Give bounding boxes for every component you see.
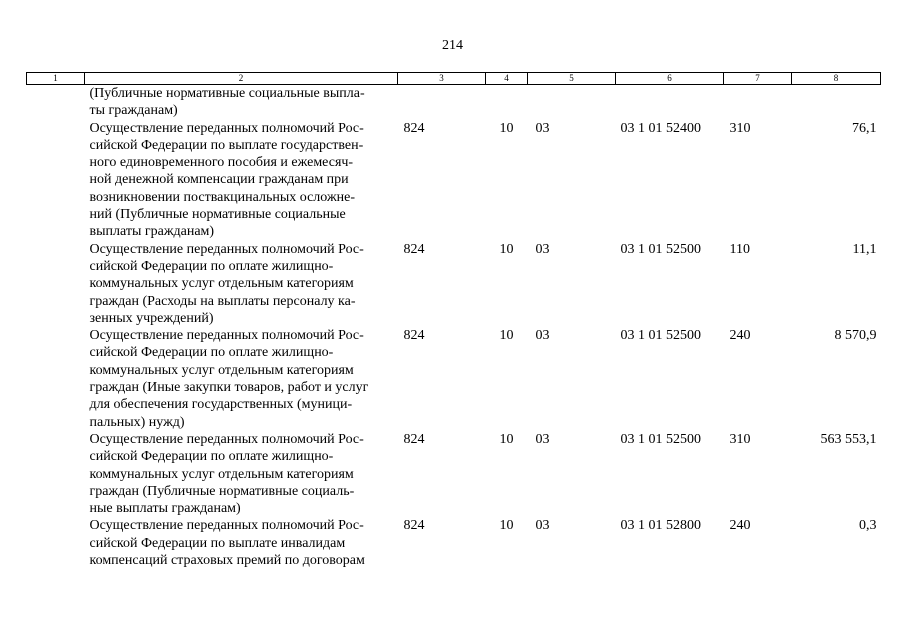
- section-code-cell: 10: [499, 328, 514, 344]
- subsection-code-cell: [528, 85, 616, 120]
- table-row: [27, 85, 881, 120]
- row-number-cell: [27, 431, 85, 517]
- expense-name-cell: [85, 517, 398, 569]
- expense-name-line: Осуществление переданных полномочий Рос-: [89, 120, 364, 136]
- expense-type-cell: 240: [729, 518, 751, 534]
- row-number-cell: [27, 327, 85, 431]
- expense-name-cell: [85, 120, 398, 241]
- article-code-cell: 03 1 01 52800: [620, 518, 701, 534]
- expense-name-line: граждан (Публичные нормативные социаль-: [89, 483, 355, 499]
- expense-name-cell: [85, 241, 398, 327]
- column-number: 7: [724, 73, 792, 85]
- expense-name-line: выплаты гражданам): [89, 224, 215, 240]
- ministry-code-cell: [398, 85, 486, 120]
- ministry-code-cell: 824: [403, 241, 425, 257]
- ministry-code-cell: 824: [403, 518, 425, 534]
- amount-cell: 0,3: [859, 518, 877, 534]
- section-code-cell: 10: [499, 431, 514, 447]
- row-number-cell: [27, 120, 85, 241]
- expense-type-cell: 110: [729, 241, 750, 257]
- expense-name-line: ты гражданам): [89, 103, 178, 119]
- expense-name-line: Осуществление переданных полномочий Рос-: [89, 431, 364, 447]
- expense-name-line: (Публичные нормативные социальные выпла-: [89, 86, 365, 101]
- expense-name-cell: [85, 85, 398, 120]
- article-code-cell: 03 1 01 52500: [620, 241, 701, 257]
- expense-name-line: зенных учреждений): [89, 310, 214, 326]
- column-number: 6: [616, 73, 724, 85]
- expense-name-line: граждан (Расходы на выплаты персоналу ка-: [89, 293, 356, 309]
- expense-name-line: ний (Публичные нормативные социальные: [89, 207, 346, 223]
- section-code-cell: 10: [499, 518, 514, 534]
- expense-name-line: компенсаций страховых премий по договорам: [89, 553, 365, 569]
- subsection-code-cell: 03: [535, 241, 550, 257]
- expense-name-line: ного единовременного пособия и ежемесяч-: [89, 155, 354, 171]
- expense-name-line: ные выплаты гражданам): [89, 501, 241, 517]
- expense-type-cell: [724, 85, 792, 120]
- ministry-code-cell: 824: [403, 431, 425, 447]
- table-row: [27, 241, 881, 327]
- expense-name-line: ной денежной компенсации гражданам при: [89, 172, 349, 188]
- amount-cell: 563 553,1: [820, 431, 877, 447]
- row-number-cell: [27, 517, 85, 569]
- row-number-cell: [27, 85, 85, 120]
- subsection-code-cell: 03: [535, 120, 550, 136]
- page-number: 214: [442, 38, 463, 53]
- amount-cell: [792, 85, 881, 120]
- amount-cell: 8 570,9: [834, 328, 877, 344]
- table-row: [27, 120, 881, 241]
- subsection-code-cell: 03: [535, 328, 550, 344]
- article-code-cell: 03 1 01 52500: [620, 431, 701, 447]
- column-number: 2: [85, 73, 398, 85]
- expense-name-line: сийской Федерации по оплате жилищно-: [89, 258, 334, 274]
- table-row: [27, 431, 881, 517]
- column-number-row: [27, 73, 881, 85]
- row-number-cell: [27, 241, 85, 327]
- expense-type-cell: 240: [729, 328, 751, 344]
- expense-type-cell: 310: [729, 120, 751, 136]
- article-code-cell: [616, 85, 724, 120]
- table-body: [27, 85, 881, 570]
- expense-name-cell: [85, 431, 398, 517]
- expense-name-line: Осуществление переданных полномочий Рос-: [89, 328, 364, 344]
- expense-name-line: Осуществление переданных полномочий Рос-: [89, 241, 364, 257]
- section-code-cell: 10: [499, 120, 514, 136]
- amount-cell: 11,1: [852, 241, 877, 257]
- column-number: 3: [398, 73, 486, 85]
- section-code-cell: [486, 85, 528, 120]
- expense-name-cell: [85, 327, 398, 431]
- expense-name-line: сийской Федерации по оплате жилищно-: [89, 345, 334, 361]
- subsection-code-cell: 03: [535, 431, 550, 447]
- expense-name-line: для обеспечения государственных (муници-: [89, 397, 353, 413]
- column-number: 4: [486, 73, 528, 85]
- expense-name-line: возникновении поствакцинальных осложне-: [89, 189, 355, 205]
- expense-name-line: коммунальных услуг отдельным категориям: [89, 466, 354, 482]
- ministry-code-cell: 824: [403, 120, 425, 136]
- expense-name-line: коммунальных услуг отдельным категориям: [89, 276, 354, 292]
- table-row: [27, 327, 881, 431]
- expense-name-line: граждан (Иные закупки товаров, работ и услуг: [89, 380, 369, 396]
- expense-name-line: сийской Федерации по выплате государствен-: [89, 137, 364, 153]
- amount-cell: 76,1: [852, 120, 877, 136]
- expense-name-line: Осуществление переданных полномочий Рос-: [89, 518, 364, 534]
- expense-type-cell: 310: [729, 431, 751, 447]
- expense-name-line: сийской Федерации по оплате жилищно-: [89, 449, 334, 465]
- column-number: 5: [528, 73, 616, 85]
- article-code-cell: 03 1 01 52400: [620, 120, 701, 136]
- article-code-cell: 03 1 01 52500: [620, 328, 701, 344]
- expense-name-line: коммунальных услуг отдельным категориям: [89, 362, 354, 378]
- column-number: 8: [792, 73, 881, 85]
- column-number: 1: [27, 73, 85, 85]
- expense-name-line: пальных) нужд): [89, 414, 185, 430]
- ministry-code-cell: 824: [403, 328, 425, 344]
- subsection-code-cell: 03: [535, 518, 550, 534]
- expense-name-line: сийской Федерации по выплате инвалидам: [89, 535, 346, 551]
- table-row: [27, 517, 881, 569]
- budget-table: [26, 72, 881, 569]
- section-code-cell: 10: [499, 241, 514, 257]
